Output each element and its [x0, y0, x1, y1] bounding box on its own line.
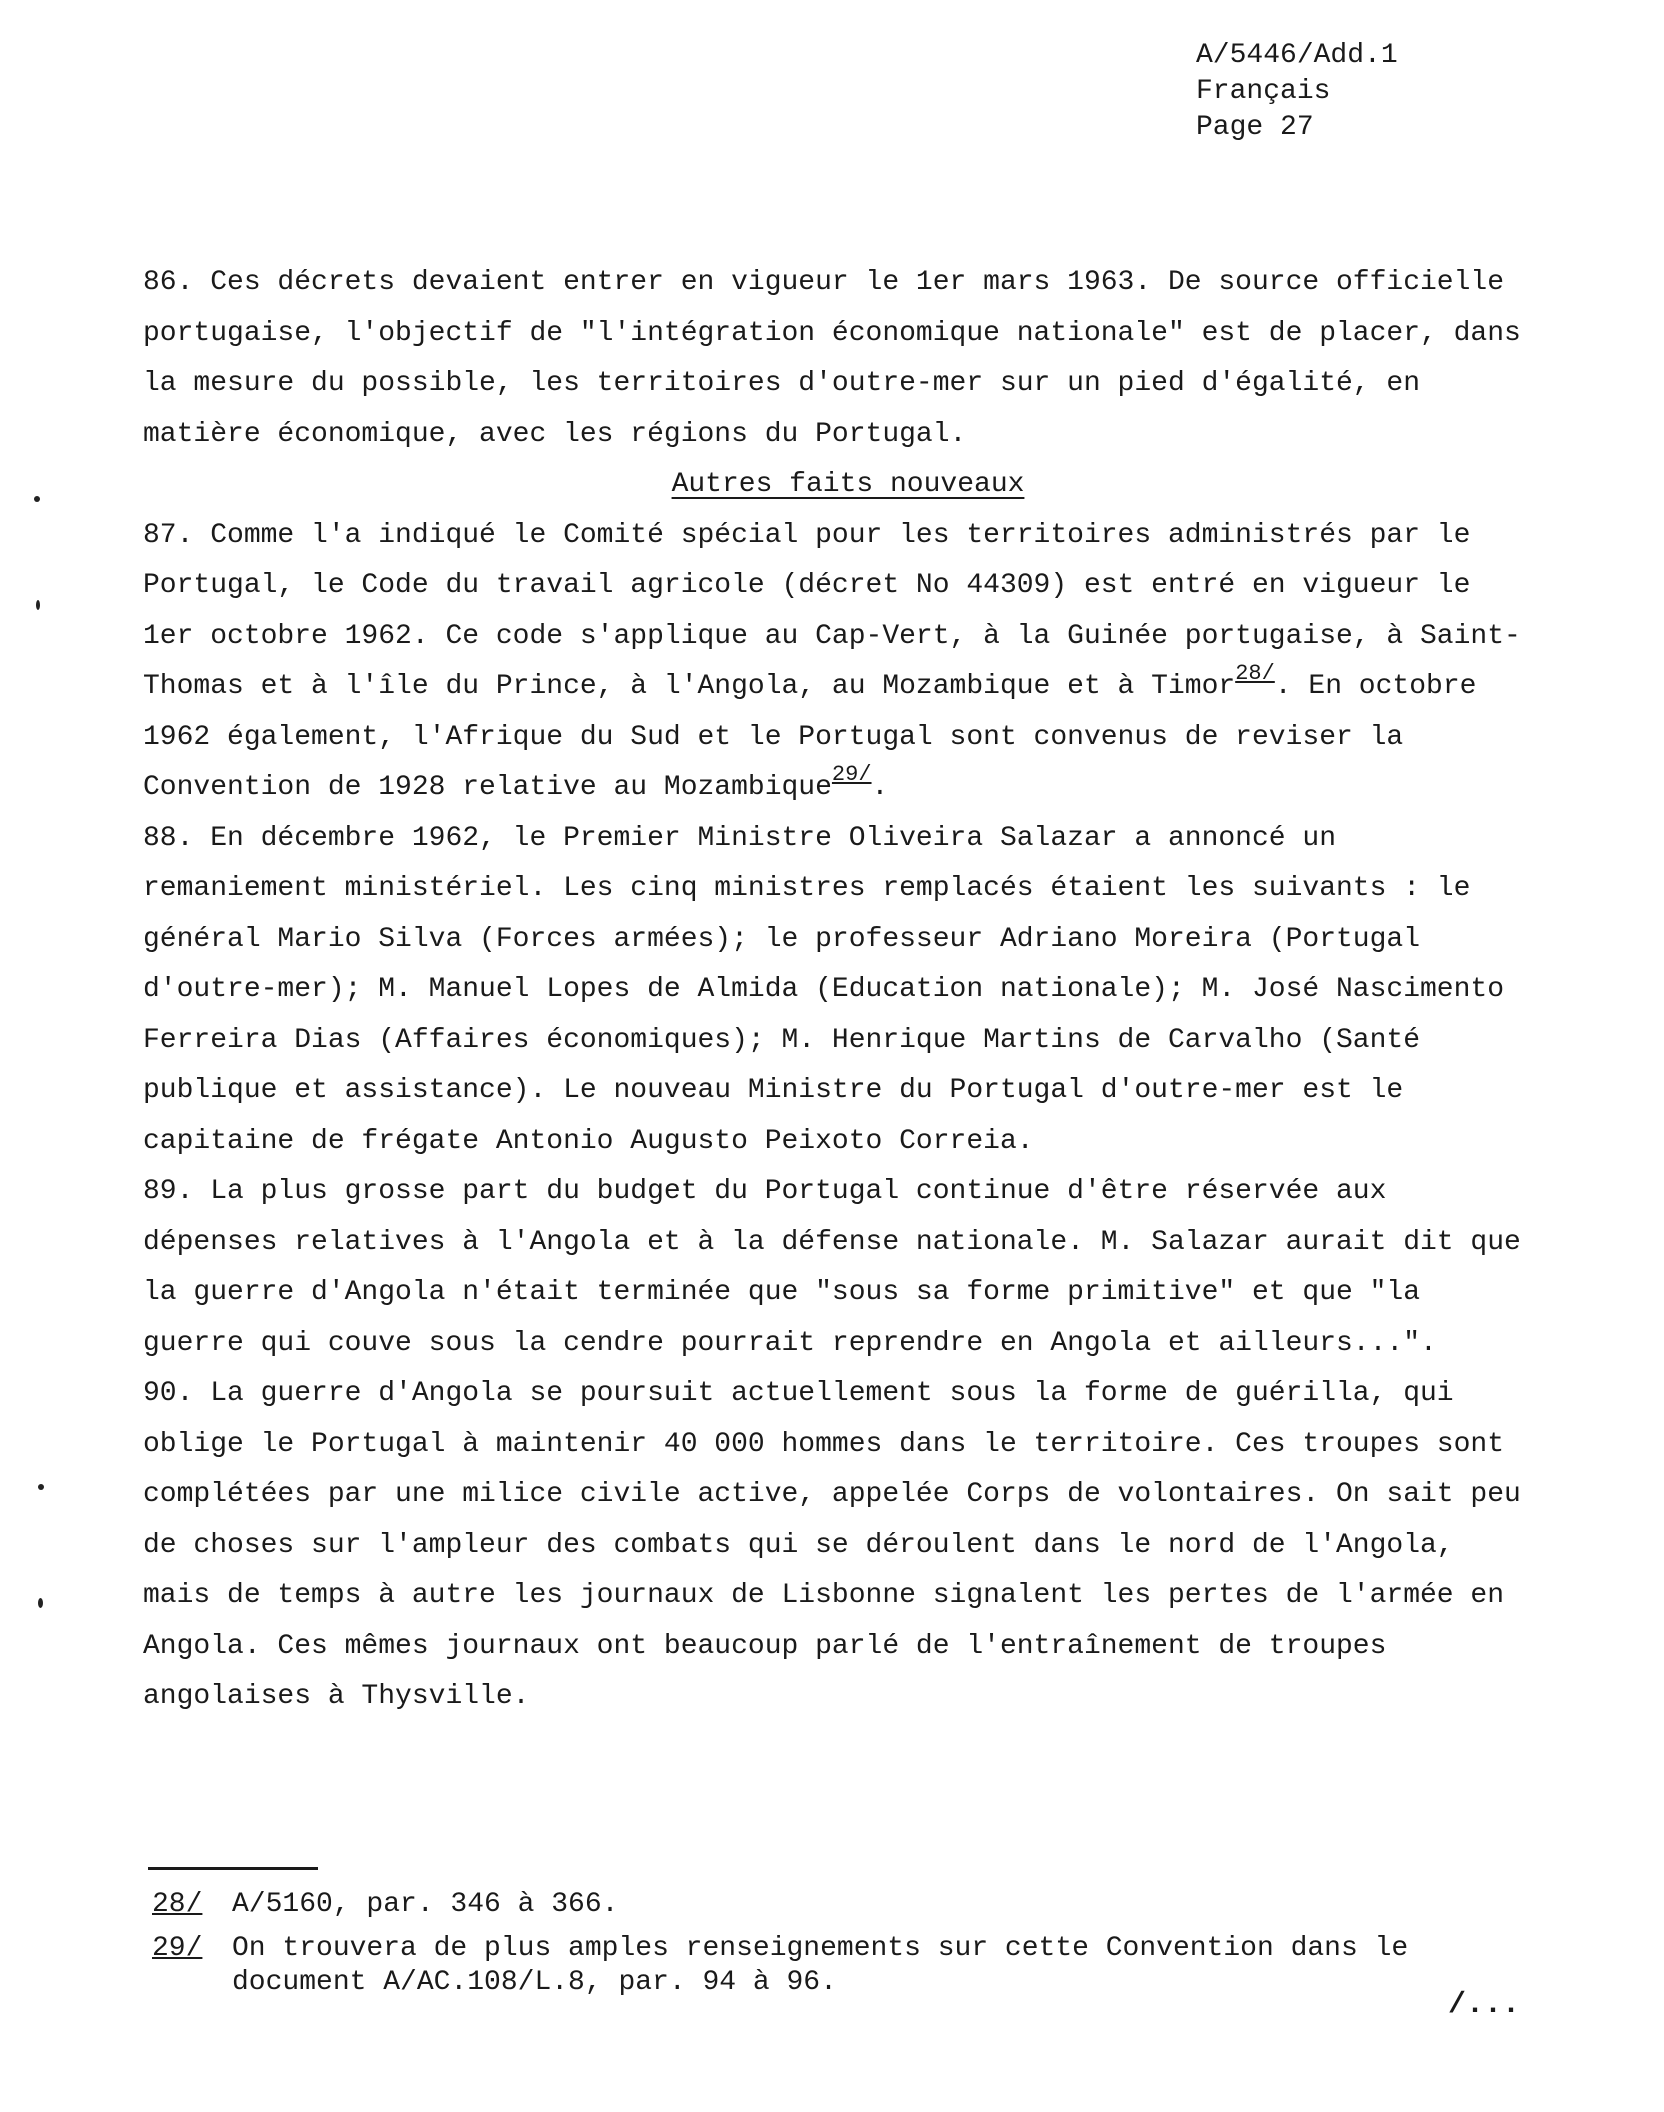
- scan-speck: [38, 1484, 44, 1490]
- scan-speck: [36, 600, 40, 610]
- footnote-mark: 28/: [152, 1889, 203, 1920]
- paragraph-87-part1: 87. Comme l'a indiqué le Comité spécial pour les territoires administrés par le Portugal, le Code du travail agricole (décret No 44309) est entré en vigueur le 1er octobre 1962. Ce code s'applique au Cap-Vert, à la Guinée portugaise, à Saint-Thomas et à l'île du Prince, à l'Angola, au Mozambique et à Timor: [143, 519, 1521, 702]
- paragraph-89: 89. La plus grosse part du budget du Portugal continue d'être réservée aux dépenses relatives à l'Angola et à la défense nationale. M. Salazar aurait dit que la guerre d'Angola n'était terminée que "sous sa forme primitive" et que "la guerre qui couve sous la cendre pourrait reprendre en Angola et ailleurs...".: [143, 1176, 1521, 1359]
- footnote-29: [152, 1932, 1502, 2000]
- scan-speck: [38, 1598, 43, 1608]
- page-number: Page 27: [1196, 112, 1314, 143]
- footnote-28: [152, 1888, 1502, 1922]
- footnote-text: On trouvera de plus amples renseignements sur cette Convention dans le document A/AC.108/L.8, par. 94 à 96.: [232, 1933, 1409, 1998]
- paragraph-87: [143, 511, 1523, 814]
- section-heading: [143, 460, 1523, 511]
- paragraph-88: 88. En décembre 1962, le Premier Ministre Oliveira Salazar a annoncé un remaniement ministériel. Les cinq ministres remplacés étaient les suivants : le général Mario Silva (Forces armées); le professeur Adriano Moreira (Portugal d'outre-mer); M. Manuel Lopes de Almida (Education nationale); M. José Nascimento Ferreira Dias (Affaires économiques); M. Henrique Martins de Carvalho (Santé publique et assistance). Le nouveau Ministre du Portugal d'outre-mer est le capitaine de frégate Antonio Augusto Peixoto Correia.: [143, 822, 1505, 1157]
- document-language: Français: [1196, 76, 1331, 107]
- footnote-mark: 29/: [152, 1933, 203, 1964]
- footnote-separator: [148, 1867, 318, 1870]
- paragraph-86: 86. Ces décrets devaient entrer en vigueur le 1er mars 1963. De source officielle portugaise, l'objectif de "l'intégration économique nationale" est de placer, dans la mesure du possible, les territoires d'outre-mer sur un pied d'égalité, en matière économique, avec les régions du Portugal.: [143, 267, 1521, 450]
- scan-speck: [34, 496, 40, 502]
- footnote-ref-29: 29/: [831, 762, 872, 787]
- paragraph-87-part2: . En octobre 1962 également, l'Afrique du Sud et le Portugal sont convenus de reviser la Convention de 1928 relative au Mozambique: [143, 671, 1477, 803]
- document-symbol: A/5446/Add.1: [1196, 40, 1398, 71]
- section-heading-text: Autres faits nouveaux: [671, 469, 1025, 500]
- footnote-ref-28: 28/: [1235, 661, 1275, 686]
- footnote-text: A/5160, par. 346 à 366.: [232, 1889, 619, 1920]
- document-body: [143, 258, 1523, 1723]
- continuation-mark: /...: [1448, 1988, 1521, 2022]
- footnotes: [152, 1888, 1502, 2010]
- document-header: [1196, 38, 1398, 146]
- paragraph-90: 90. La guerre d'Angola se poursuit actuellement sous la forme de guérilla, qui oblige le Portugal à maintenir 40 000 hommes dans le territoire. Ces troupes sont complétées par une milice civile active, appelée Corps de volontaires. On sait peu de choses sur l'ampleur des combats qui se déroulent dans le nord de l'Angola, mais de temps à autre les journaux de Lisbonne signalent les pertes de l'armée en Angola. Ces mêmes journaux ont beaucoup parlé de l'entraînement de troupes angolaises à Thysville.: [143, 1378, 1521, 1712]
- paragraph-87-part3: .: [871, 772, 889, 803]
